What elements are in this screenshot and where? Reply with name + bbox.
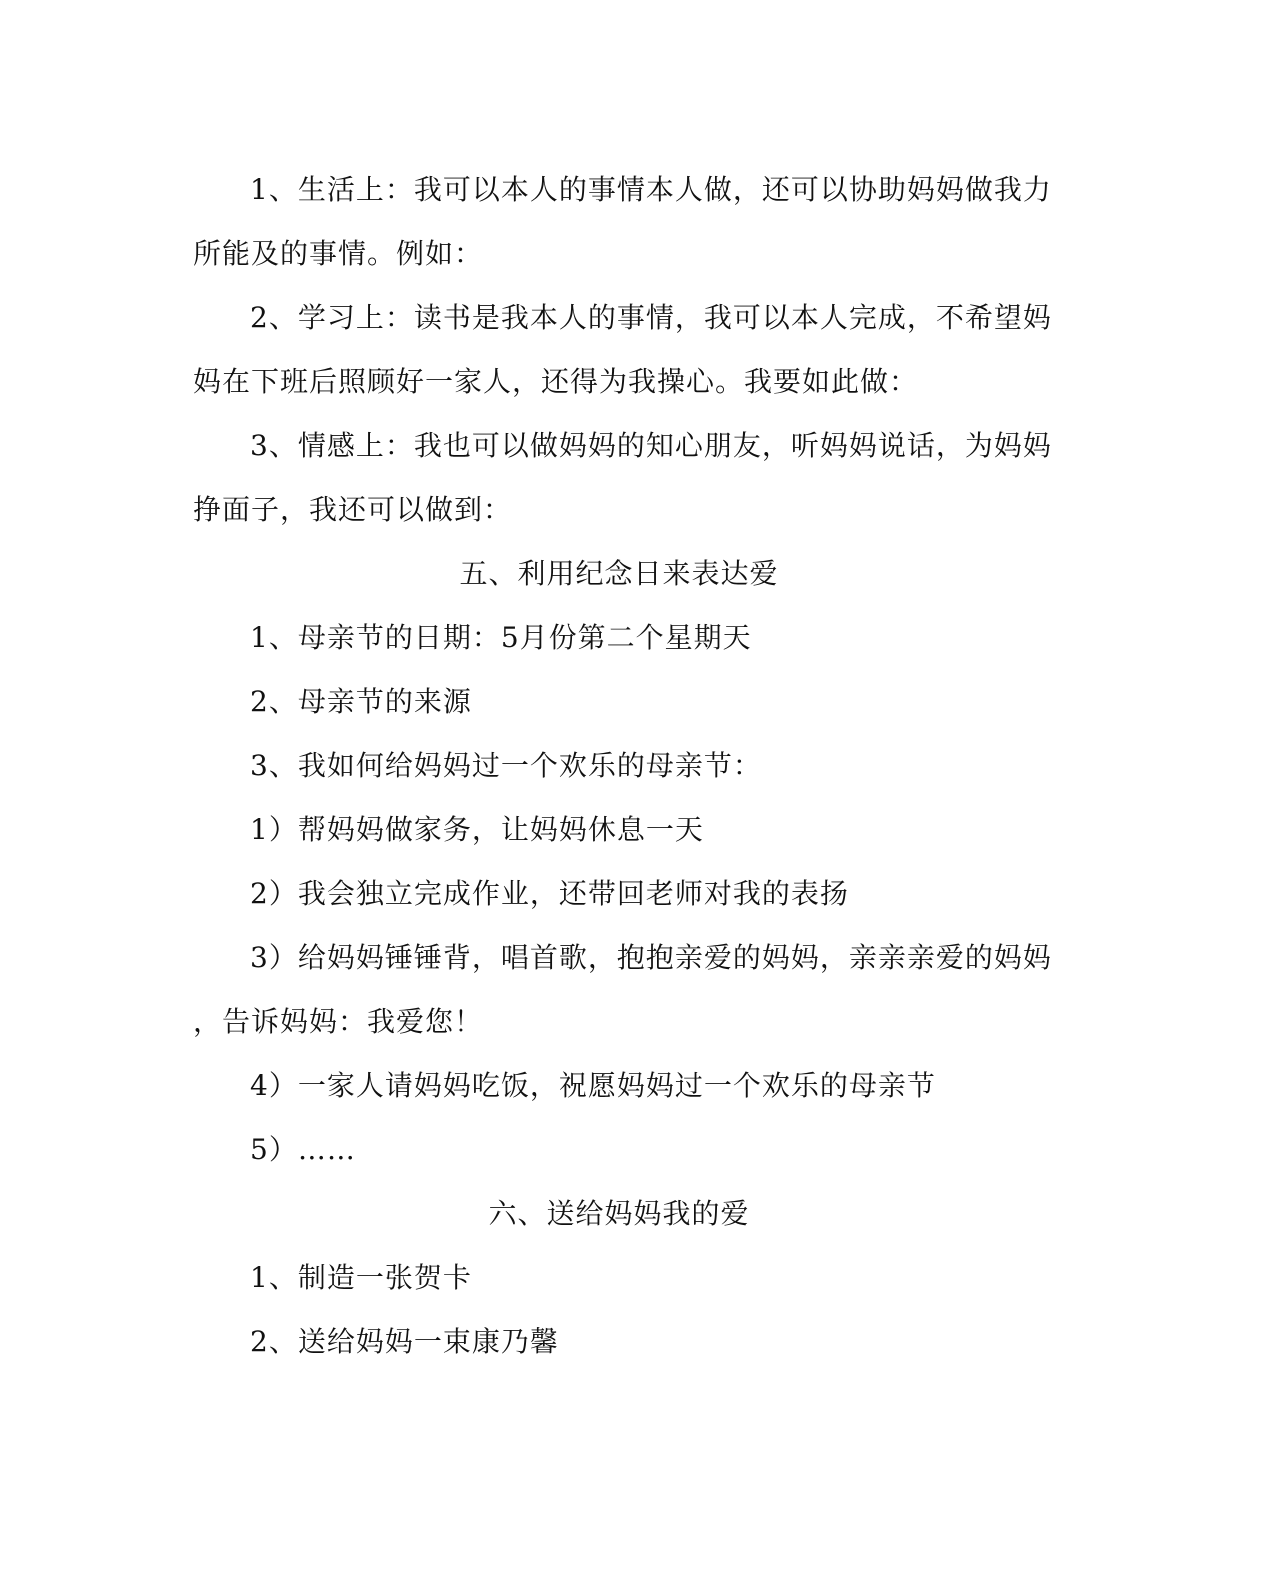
list-item: 2）我会独立完成作业，还带回老师对我的表扬 — [250, 877, 849, 910]
list-item: 3）给妈妈锤锤背，唱首歌，抱抱亲爱的妈妈，亲亲亲爱的妈妈 — [250, 941, 1052, 974]
list-item: 5）…… — [250, 1133, 356, 1166]
paragraph-line: 所能及的事情。例如： — [193, 237, 484, 270]
section-heading: 六、送给妈妈我的爱 — [488, 1197, 750, 1230]
section-heading: 五、利用纪念日来表达爱 — [459, 557, 779, 590]
list-item: 1、母亲节的日期：5月份第二个星期天 — [250, 621, 752, 654]
paragraph-line: 挣面子，我还可以做到： — [193, 493, 513, 526]
list-item: 3、我如何给妈妈过一个欢乐的母亲节： — [250, 749, 762, 782]
paragraph-line: 2、学习上：读书是我本人的事情，我可以本人完成，不希望妈 — [250, 301, 1052, 334]
list-item: 1）帮妈妈做家务，让妈妈休息一天 — [250, 813, 704, 846]
paragraph-line: ，告诉妈妈：我爱您！ — [193, 1005, 484, 1038]
list-item: 2、母亲节的来源 — [250, 685, 472, 718]
list-item: 1、制造一张贺卡 — [250, 1261, 472, 1294]
paragraph-line: 3、情感上：我也可以做妈妈的知心朋友，听妈妈说话，为妈妈 — [250, 429, 1052, 462]
paragraph-line: 妈在下班后照顾好一家人，还得为我操心。我要如此做： — [193, 365, 919, 398]
list-item: 2、送给妈妈一束康乃馨 — [250, 1325, 559, 1358]
document-body — [193, 158, 1052, 1374]
paragraph-line: 1、生活上：我可以本人的事情本人做，还可以协助妈妈做我力 — [250, 173, 1052, 206]
list-item: 4）一家人请妈妈吃饭，祝愿妈妈过一个欢乐的母亲节 — [250, 1069, 936, 1102]
